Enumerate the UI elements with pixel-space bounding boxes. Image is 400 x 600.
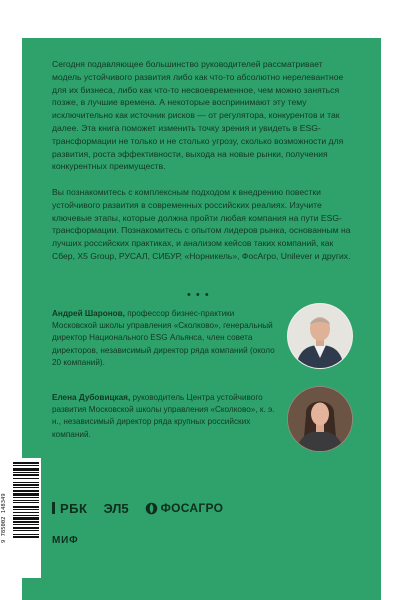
barcode-bar xyxy=(13,474,39,476)
barcode-bar xyxy=(13,500,39,501)
barcode-bar xyxy=(13,490,39,492)
intro-paragraph: Сегодня подавляющее большинство руководителей рассматривает модель устойчивого развития либо как что-то абсолютно нерелевантное для их бизнеса, либо как что-то несвоевременное, чем можно заняться позже, в лучшие времена. А некоторые воспринимают эту тему исключительно как источник рисков — от регулятора, конкурентов и так далее. Эта книга поможет изменить точку зрения и увидеть в ESG-трансформации не только и не столько угрозу, сколько возможности для развития, роста эффективности, выхода на новые рынки, получения конкурентных преимуществ. xyxy=(52,59,344,172)
barcode-bar xyxy=(13,515,39,516)
barcode-bar xyxy=(13,465,39,466)
author-bio-sharonov xyxy=(52,308,280,369)
barcode-bar xyxy=(13,524,39,525)
barcode-bar xyxy=(13,462,39,464)
barcode-bar xyxy=(13,509,39,510)
author-photo-sharonov xyxy=(287,303,353,369)
fosagro-logo xyxy=(145,501,224,515)
author-name: Елена Дубовицкая, xyxy=(52,393,131,402)
barcode-bar xyxy=(13,506,39,508)
rbk-mark-icon xyxy=(52,502,55,514)
section-separator: • • • xyxy=(187,289,210,301)
barcode-bar xyxy=(13,534,39,535)
author-name: Андрей Шаронов, xyxy=(52,309,125,318)
barcode-bar xyxy=(13,482,39,483)
barcode-bar xyxy=(13,487,39,488)
barcode-bar xyxy=(13,484,39,486)
barcode-bar xyxy=(13,468,39,471)
barcode-bar xyxy=(13,472,39,473)
approach-paragraph: Вы познакомитесь с комплексным подходом к внедрению повестки устойчивого развития в современных российских реалиях. Изучите ключевые этапы, которые должна пройти любая компания на пути ESG-трансформации. Познакомитесь с опытом лидеров рынка, основанным на лучших российских практиках, и анализом кейсов таких компаний, как Сбер, X5 Group, РУСАЛ, СИБУР, «Норникель», ФосАгро, Unilever и других. xyxy=(52,187,351,261)
rbk-logo-text: РБК xyxy=(60,500,88,516)
author-bio-dubovitskaya xyxy=(52,392,280,441)
fosagro-mark-icon xyxy=(145,502,158,515)
author-description: руководитель Центра устойчивого развития Московской школы управления «Сколково», к. э. н., независимый директор ряда крупных российских компаний. xyxy=(52,393,275,439)
partner-logos xyxy=(52,498,223,518)
barcode-bar xyxy=(13,536,39,538)
author-description: профессор бизнес-практики Московской школы управления «Сколково», генеральный директор Национального ESG Альянса, член совета директоров, независимый директор ряда компаний (около 20 компаний). xyxy=(52,309,275,367)
barcode-bar xyxy=(13,517,39,520)
isbn-digits: 9 785002 148349 xyxy=(1,493,7,543)
barcode-bar xyxy=(13,497,39,498)
publisher-logo: МИФ xyxy=(52,535,79,546)
fosagro-logo-text: ФОСАГРО xyxy=(160,501,224,515)
barcode-bar xyxy=(13,493,39,496)
e5-logo xyxy=(103,501,128,516)
barcode-bar xyxy=(13,530,39,531)
barcode-bar xyxy=(13,521,39,523)
barcode-bar xyxy=(13,502,39,503)
rbk-logo xyxy=(52,501,87,516)
back-cover xyxy=(1,38,381,600)
barcode-bar xyxy=(13,527,39,529)
barcode-bar xyxy=(13,478,39,479)
author-photo-dubovitskaya xyxy=(287,386,353,452)
barcode-bar xyxy=(13,512,39,513)
e5-logo-text: ЭЛ5 xyxy=(103,500,129,516)
